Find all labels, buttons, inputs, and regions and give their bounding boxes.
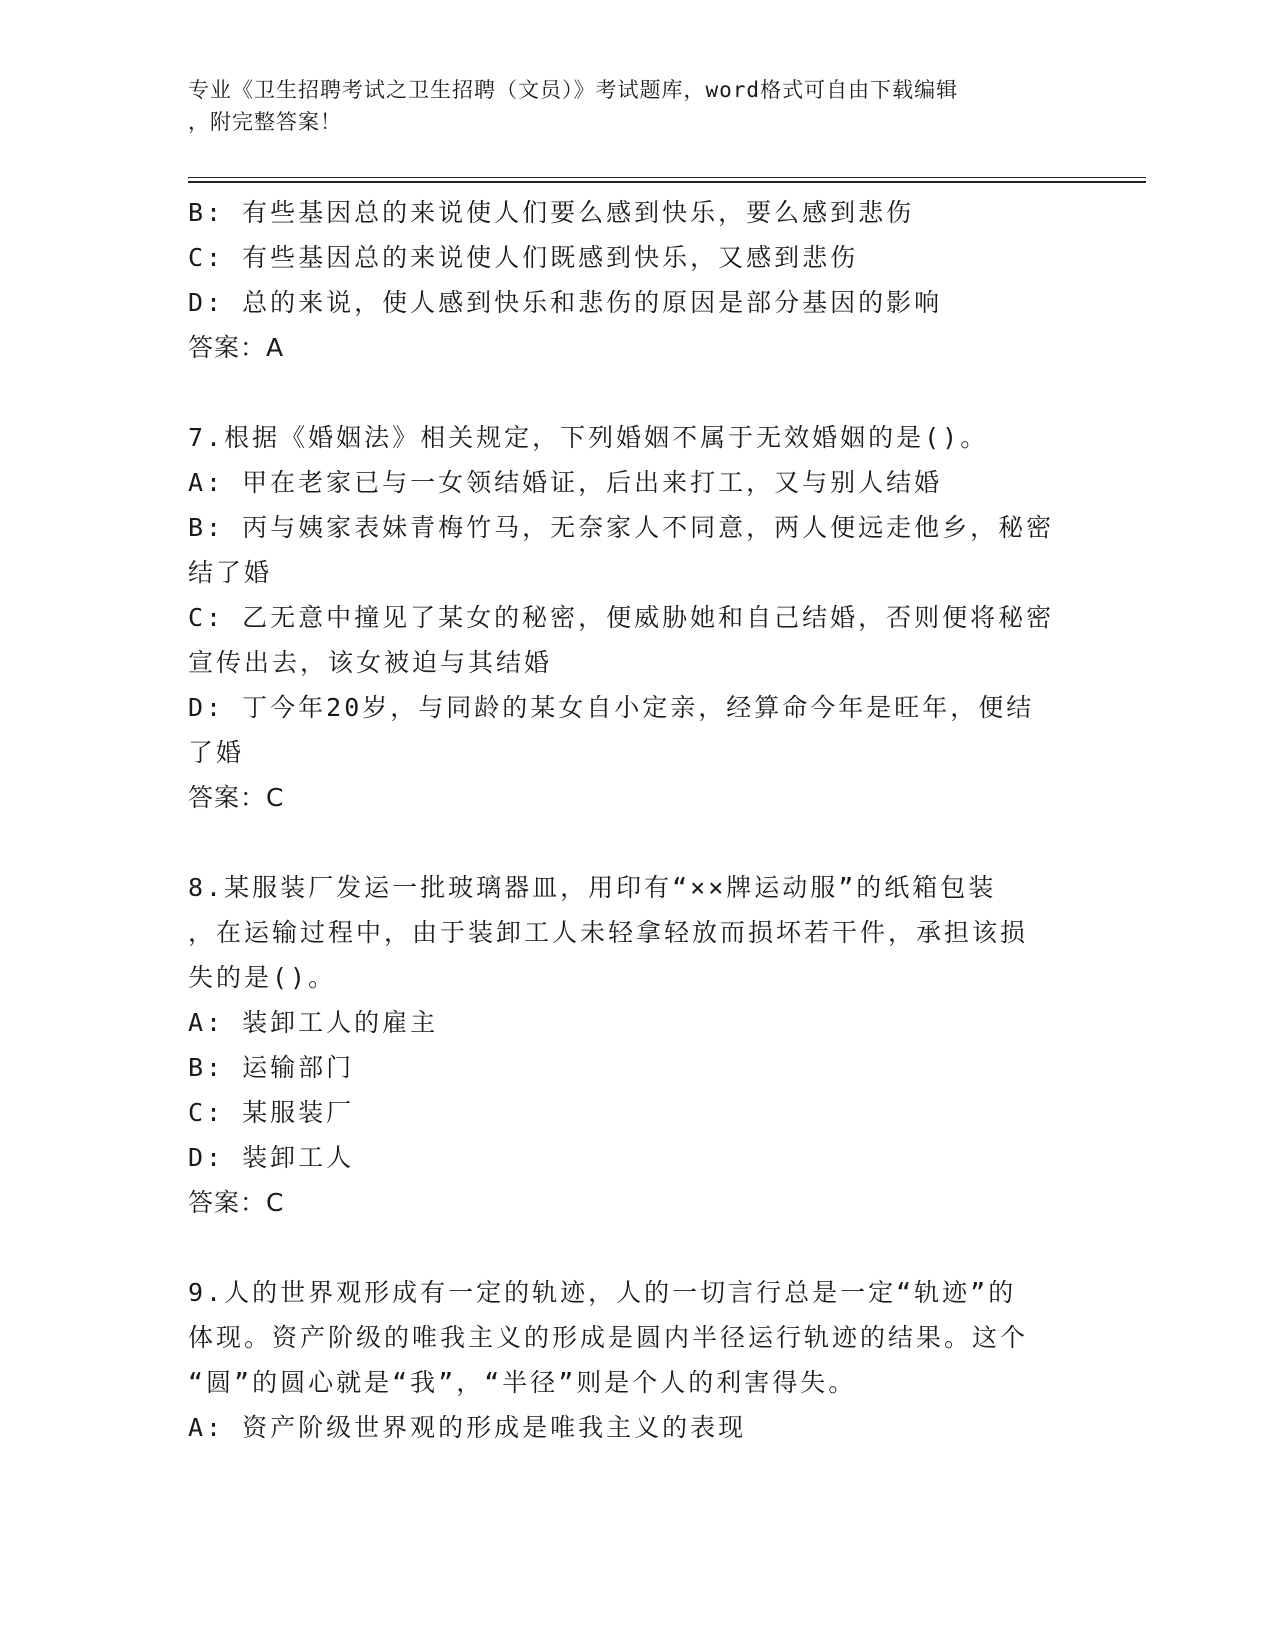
question-stem: 9.人的世界观形成有一定的轨迹，人的一切言行总是一定“轨迹”的 <box>188 1278 1017 1307</box>
question-6-tail <box>188 190 1078 370</box>
question-stem-continuation: 失的是()。 <box>188 963 337 992</box>
option-c-continuation: 宣传出去，该女被迫与其结婚 <box>188 648 553 677</box>
question-stem: 8.某服装厂发运一批玻璃器皿，用印有“××牌运动服”的纸箱包装 <box>188 873 997 902</box>
header-divider-thin <box>188 177 1146 178</box>
option-b: B: 有些基因总的来说使人们要么感到快乐，要么感到悲伤 <box>188 198 915 227</box>
option-b: B: 丙与姨家表妹青梅竹马，无奈家人不同意，两人便远走他乡，秘密 <box>188 513 1055 542</box>
question-9 <box>188 1270 1078 1450</box>
option-a: A: 资产阶级世界观的形成是唯我主义的表现 <box>188 1413 747 1442</box>
header-divider-thick <box>188 181 1146 183</box>
question-stem-continuation: ，在运输过程中，由于装卸工人未轻拿轻放而损坏若干件，承担该损 <box>188 918 1029 947</box>
option-d-continuation: 了婚 <box>188 738 245 767</box>
question-stem: 7.根据《婚姻法》相关规定，下列婚姻不属于无效婚姻的是()。 <box>188 423 989 452</box>
option-d: D: 总的来说，使人感到快乐和悲伤的原因是部分基因的影响 <box>188 288 943 317</box>
header-title-line: 专业《卫生招聘考试之卫生招聘（文员）》考试题库，word格式可自由下载编辑 <box>188 78 959 102</box>
answer-line: 答案：C <box>188 783 285 812</box>
document-body <box>188 190 1078 1450</box>
option-c: C: 有些基因总的来说使人们既感到快乐，又感到悲伤 <box>188 243 859 272</box>
option-a: A: 装卸工人的雇主 <box>188 1008 439 1037</box>
header-title-continuation: ，附完整答案！ <box>188 110 342 134</box>
question-stem-continuation: 体现。资产阶级的唯我主义的形成是圆内半径运行轨迹的结果。这个 <box>188 1323 1029 1352</box>
option-b-continuation: 结了婚 <box>188 558 273 587</box>
option-b: B: 运输部门 <box>188 1053 355 1082</box>
question-stem-continuation: “圆”的圆心就是“我”，“半径”则是个人的利害得失。 <box>188 1368 857 1397</box>
option-a: A: 甲在老家已与一女领结婚证，后出来打工，又与别人结婚 <box>188 468 943 497</box>
answer-line: 答案：C <box>188 1188 285 1217</box>
question-7 <box>188 415 1078 820</box>
question-8 <box>188 865 1078 1225</box>
option-d: D: 装卸工人 <box>188 1143 355 1172</box>
document-header <box>188 74 1068 138</box>
option-d: D: 丁今年20岁，与同龄的某女自小定亲，经算命今年是旺年，便结 <box>188 693 1035 722</box>
option-c: C: 乙无意中撞见了某女的秘密，便威胁她和自己结婚，否则便将秘密 <box>188 603 1055 632</box>
option-c: C: 某服装厂 <box>188 1098 355 1127</box>
answer-line: 答案：A <box>188 333 285 362</box>
